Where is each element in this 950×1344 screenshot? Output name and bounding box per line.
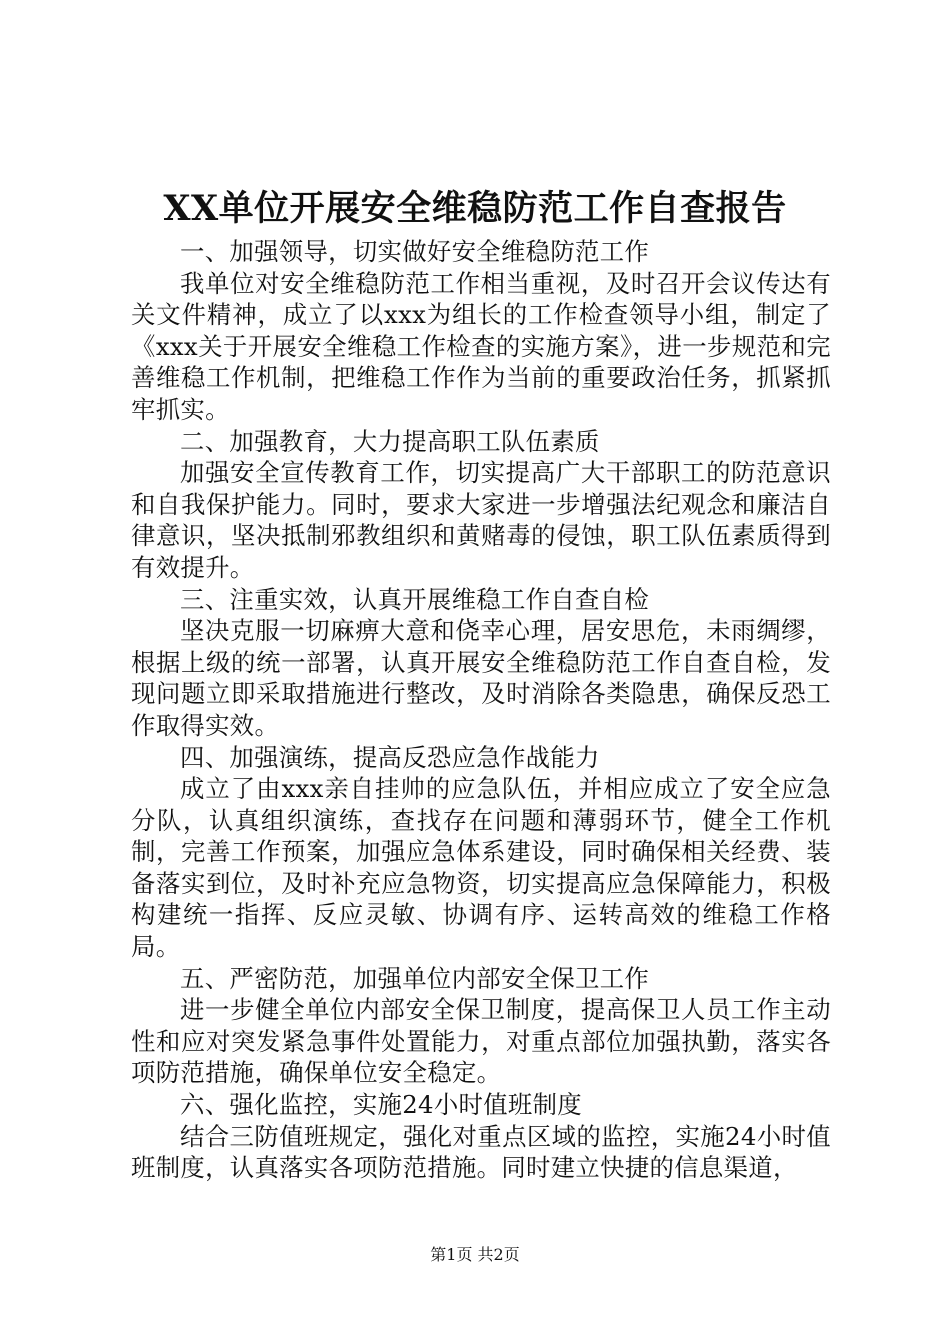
section-heading-2: 二、加强教育，大力提高职工队伍素质 — [180, 426, 600, 456]
section-paragraph-3: 坚决克服一切麻痹大意和侥幸心理，居安思危，未雨绸缪，根据上级的统一部署，认真开展安全维稳防范工作自查自检，发现问题立即采取措施进行整改，及时消除各类隐患，确保反恐工作取得实效。 — [131, 616, 831, 740]
section-paragraph-1: 我单位对安全维稳防范工作相当重视，及时召开会议传达有关文件精神，成立了以xxx为组长的工作检查领导小组，制定了《xxx关于开展安全维稳工作检查的实施方案》，进一步规范和完善维稳工作机制，把维稳工作作为当前的重要政治任务，抓紧抓牢抓实。 — [131, 268, 831, 424]
section-heading-1: 一、加强领导，切实做好安全维稳防范工作 — [180, 237, 650, 266]
section-paragraph-5: 进一步健全单位内部安全保卫制度，提高保卫人员工作主动性和应对突发紧急事件处置能力，对重点部位加强执勤，落实各项防范措施，确保单位安全稳定。 — [131, 995, 831, 1088]
section-heading-5: 五、严密防范，加强单位内部安全保卫工作 — [180, 963, 650, 993]
document-title: XX单位开展安全维稳防范工作自查报告 — [163, 188, 787, 229]
document-body — [131, 236, 831, 1184]
section-heading-3: 三、注重实效，认真开展维稳工作自查自检 — [180, 584, 650, 614]
section-paragraph-2: 加强安全宣传教育工作，切实提高广大干部职工的防范意识和自我保护能力。同时，要求大家进一步增强法纪观念和廉洁自律意识，坚决抵制邪教组织和黄赌毒的侵蚀，职工队伍素质得到有效提升。 — [131, 458, 831, 582]
section-paragraph-6: 结合三防值班规定，强化对重点区域的监控，实施24小时值班制度，认真落实各项防范措施。同时建立快捷的信息渠道， — [131, 1121, 831, 1183]
page-footer: 第1页 共2页 — [430, 1245, 520, 1264]
section-heading-4: 四、加强演练，提高反恐应急作战能力 — [180, 742, 600, 772]
section-paragraph-4: 成立了由xxx亲自挂帅的应急队伍，并相应成立了安全应急分队，认真组织演练，查找存在问题和薄弱环节，健全工作机制，完善工作预案，加强应急体系建设，同时确保相关经费、装备落实到位，及时补充应急物资，切实提高应急保障能力，积极构建统一指挥、反应灵敏、协调有序、运转高效的维稳工作格局。 — [131, 774, 831, 962]
section-heading-6: 六、强化监控，实施24小时值班制度 — [180, 1090, 582, 1120]
